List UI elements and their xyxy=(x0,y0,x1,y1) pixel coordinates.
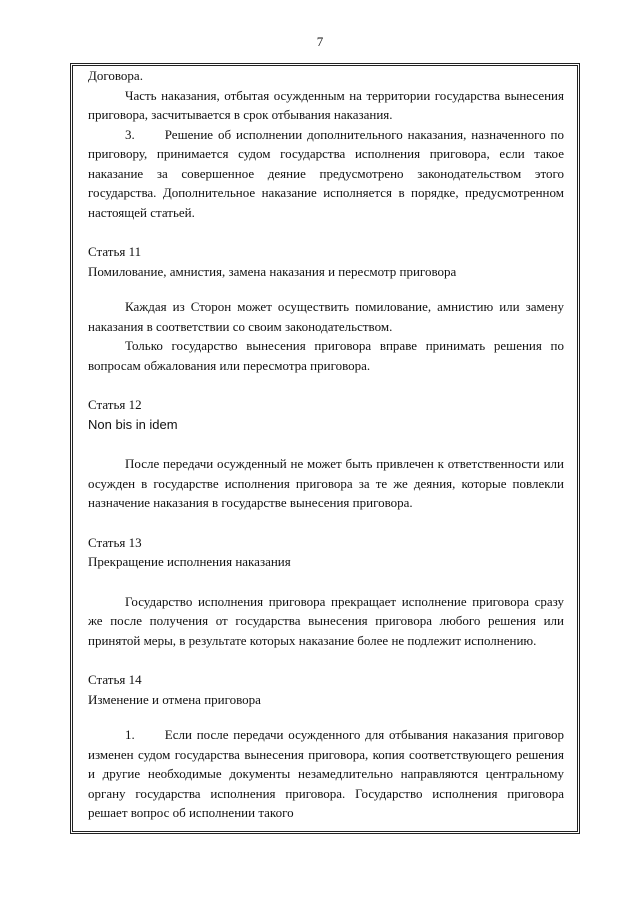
paragraph-number: 3. xyxy=(125,126,135,142)
article-13-label: Статья 13 xyxy=(88,534,142,550)
paragraph-continuation: Договора. xyxy=(88,68,143,83)
paragraph-number: 1. xyxy=(125,727,135,742)
article-14-label: Статья 14 xyxy=(88,672,142,687)
paragraph-text: Если после передачи осужденного для отбывания наказания приговор изменен судом государства вынесения приговора, копия соответствующего решения и другие необходимые документы незамедлительно направляются центральному органу государства исполнения приговора. Государство исполнения приговора решает вопрос об исполнении такого xyxy=(88,727,564,820)
article-12-title: Non bis in idem xyxy=(88,416,178,432)
paragraph: Только государство вынесения приговора вправе принимать решения по вопросам обжалования или пересмотра приговора. xyxy=(88,338,564,373)
page-number: 7 xyxy=(316,34,324,49)
article-11-title: Помилование, амнистия, замена наказания и пересмотр приговора xyxy=(88,263,457,279)
article-14-title: Изменение и отмена приговора xyxy=(88,691,261,707)
document-body xyxy=(88,66,564,823)
paragraph: Каждая из Сторон может осуществить помилование, амнистию или замену наказания в соответствии со своим законодательством. xyxy=(88,299,564,334)
paragraph: После передачи осужденный не может быть привлечен к ответственности или осужден в государстве исполнения приговора за те же деяния, которые повлекли назначение наказания в государстве вынесения приговора. xyxy=(88,456,564,510)
paragraph-numbered xyxy=(88,125,564,223)
article-12-label: Статья 12 xyxy=(88,397,142,412)
paragraph-numbered xyxy=(88,725,564,823)
article-11-label: Статья 11 xyxy=(88,244,142,259)
article-13-title: Прекращение исполнения наказания xyxy=(88,554,291,569)
paragraph: Часть наказания, отбытая осужденным на территории государства вынесения приговора, засчитывается в срок отбывания наказания. xyxy=(88,87,564,122)
paragraph-text: Решение об исполнении дополнительного наказания, назначенного по приговору, принимается судом государства исполнения приговора, если такое наказание за совершенное деяние предусмотрено законодательством этого государства. Дополнительное наказание исполняется в порядке, предусмотренном настоящей статьей. xyxy=(88,126,564,220)
paragraph: Государство исполнения приговора прекращает исполнение приговора сразу же после получения от государства вынесения приговора любого решения или принятой меры, в результате которых наказание более не подлежит исполнению. xyxy=(88,593,564,648)
